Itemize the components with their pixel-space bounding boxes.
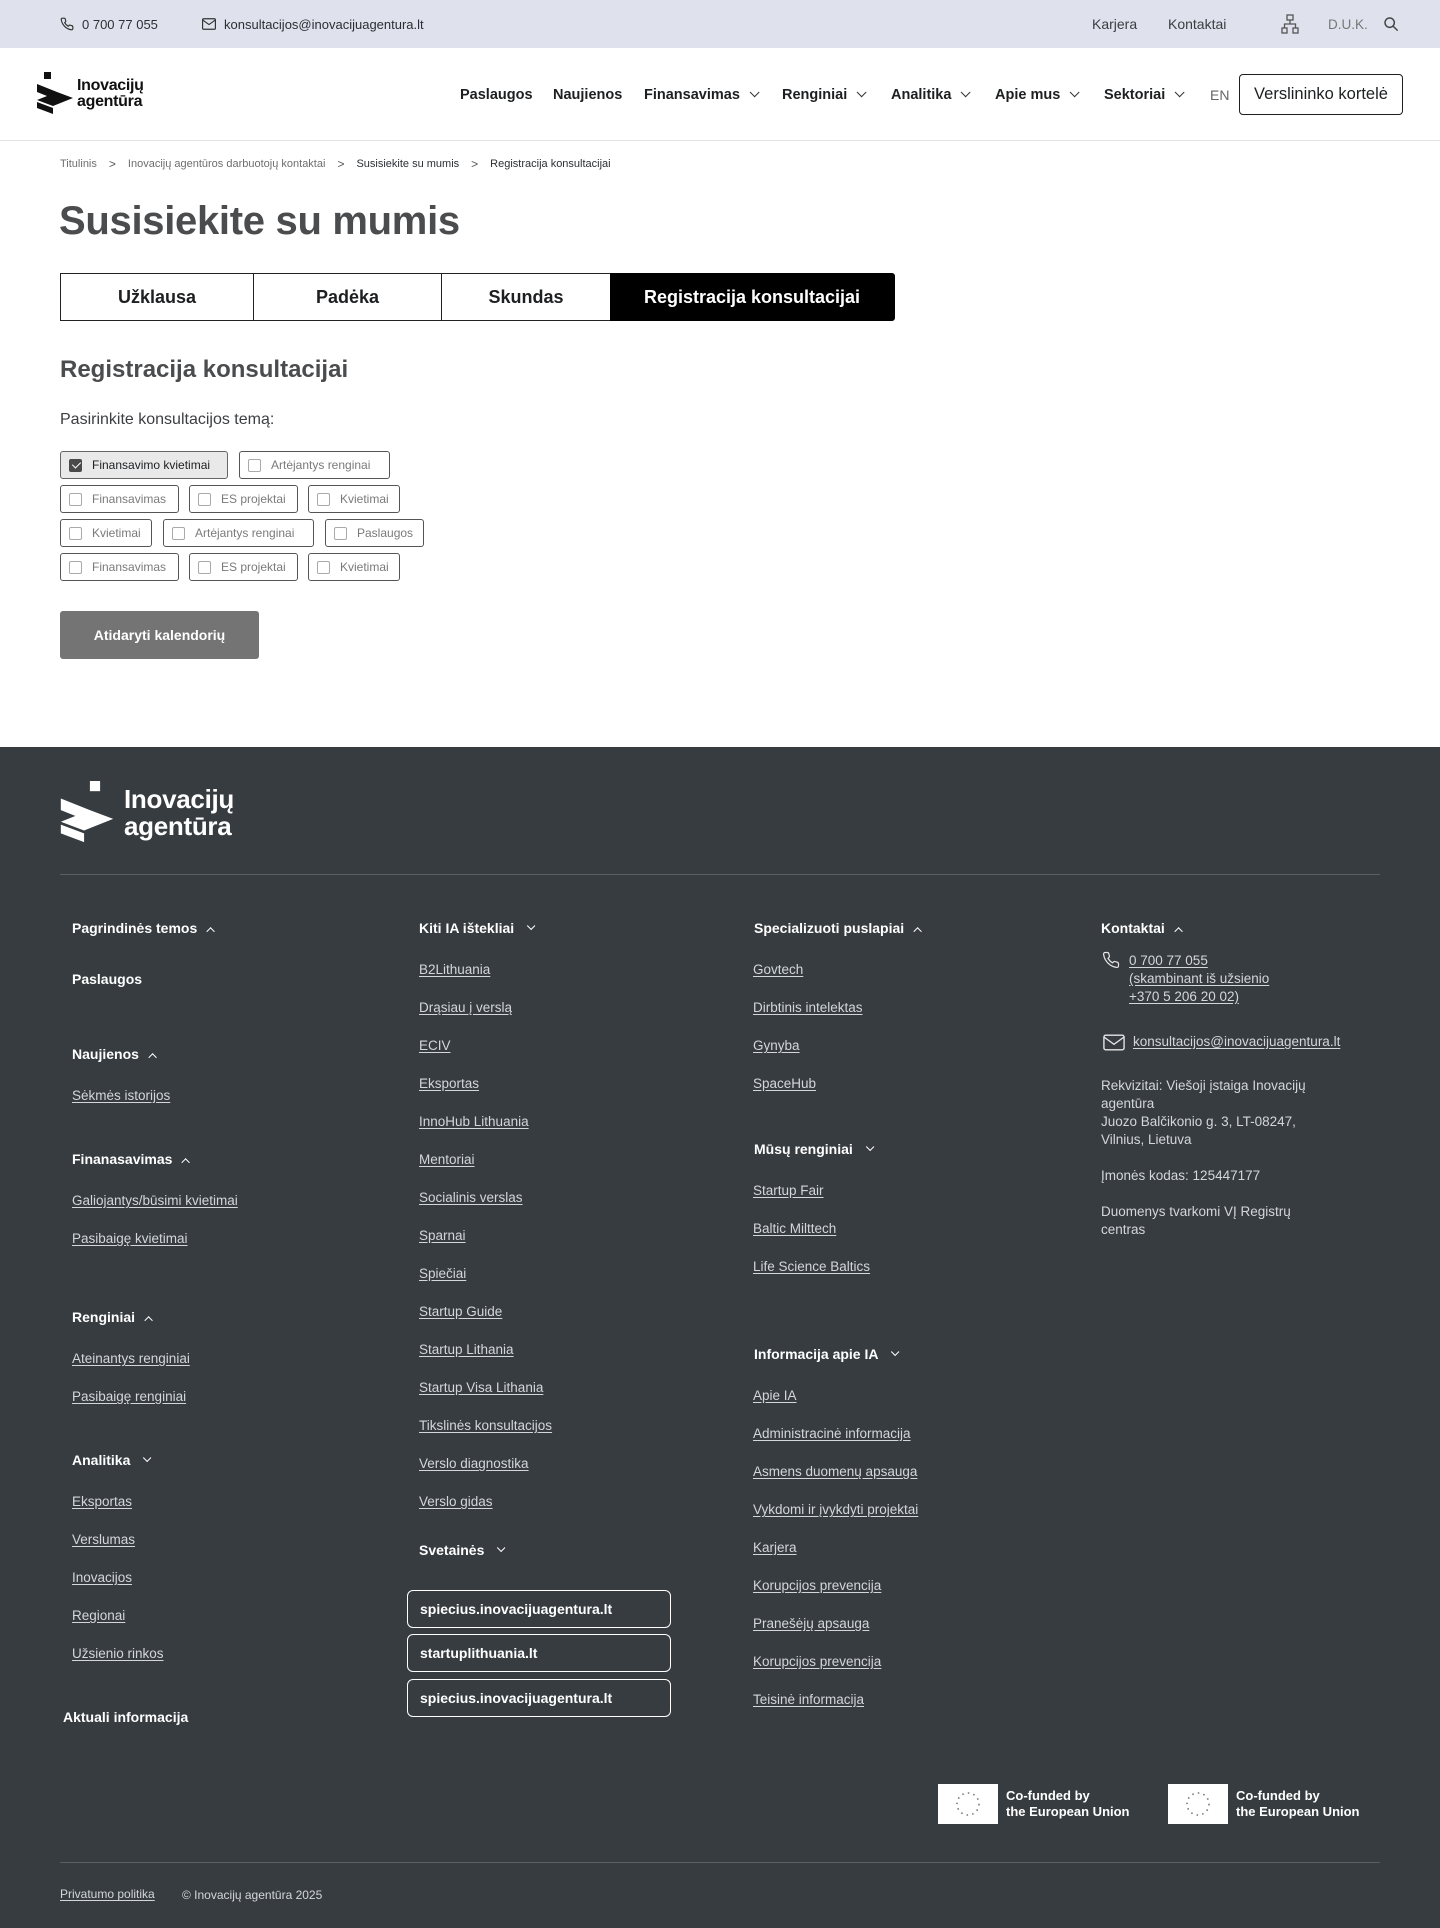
logo-mark-icon: [60, 781, 114, 845]
requisites-line: agentūra: [1101, 1096, 1155, 1111]
chevron-down-icon: [527, 922, 535, 930]
checkbox-icon: [317, 561, 330, 574]
business-card-button[interactable]: Verslininko kortelė: [1239, 74, 1403, 115]
nav-label: Apie mus: [995, 86, 1061, 103]
footer-link[interactable]: Startup Guide: [419, 1304, 503, 1319]
footer-link[interactable]: Administracinė informacija: [753, 1426, 911, 1441]
eu-flag-icon: [1168, 1784, 1228, 1824]
topic-checkbox[interactable]: [308, 553, 400, 581]
chevron-up-icon: [913, 927, 921, 935]
site-logo[interactable]: [37, 72, 144, 116]
eu-text-line: Co-funded by: [1006, 1788, 1090, 1803]
mail-icon: [202, 18, 216, 30]
footer-link[interactable]: Startup Fair: [753, 1183, 824, 1198]
footer-heading-specializuoti[interactable]: [754, 920, 922, 936]
footer-heading-text: Kiti IA ištekliai: [419, 920, 515, 936]
footer-heading-finansavimas[interactable]: [72, 1151, 190, 1167]
chevron-up-icon: [182, 1158, 190, 1166]
footer-link[interactable]: Verslo diagnostika: [419, 1456, 529, 1471]
footer-heading-text: Naujienos: [72, 1046, 139, 1062]
checkbox-icon: [69, 493, 82, 506]
eu-text-line: the European Union: [1006, 1804, 1130, 1819]
main-header: [0, 48, 1440, 141]
breadcrumb-item[interactable]: Titulinis: [60, 158, 97, 170]
footer-heading-text: Specializuoti puslapiai: [754, 920, 905, 936]
footer-heading-analitika[interactable]: [72, 1452, 148, 1468]
nav-label: Finansavimas: [644, 86, 740, 103]
footer-link[interactable]: Ateinantys renginiai: [72, 1351, 190, 1366]
nav-paslaugos[interactable]: [460, 48, 533, 141]
topic-checkbox[interactable]: [60, 519, 152, 547]
topic-checkbox[interactable]: [189, 553, 298, 581]
open-calendar-button[interactable]: Atidaryti kalendorių: [60, 611, 259, 659]
nav-label: Paslaugos: [460, 86, 533, 103]
footer-bottom-divider: [60, 1862, 1380, 1863]
footer-link[interactable]: Baltic Milttech: [753, 1221, 837, 1236]
footer-email-link[interactable]: konsultacijos@inovacijuagentura.lt: [1133, 1034, 1341, 1049]
site-link-button[interactable]: startuplithuania.lt: [407, 1634, 671, 1672]
footer-link[interactable]: Spiečiai: [419, 1266, 467, 1281]
topbar-link-karjera[interactable]: Karjera: [1092, 16, 1138, 32]
footer-link[interactable]: Verslumas: [72, 1532, 136, 1547]
sitemap-icon[interactable]: [1281, 0, 1307, 48]
topic-label-text: Finansavimas: [92, 492, 167, 506]
footer-link[interactable]: Apie IA: [753, 1388, 797, 1403]
footer-requisites: [1101, 1077, 1306, 1149]
footer-heading-text: Informacija apie IA: [754, 1346, 879, 1362]
eu-cofunded-badge: [1168, 1784, 1360, 1824]
logo-line1: Inovacijų: [124, 784, 234, 814]
footer-heading-pagrindines-temos[interactable]: [72, 920, 215, 936]
chevron-up-icon: [148, 1053, 156, 1061]
topic-checkbox[interactable]: [60, 485, 179, 513]
mail-icon: [1103, 1034, 1125, 1051]
topic-label-text: ES projektai: [221, 492, 286, 506]
chevron-up-icon: [207, 927, 215, 935]
footer-link[interactable]: Galiojantys/būsimi kvietimai: [72, 1193, 238, 1208]
tab-padeka[interactable]: Padėka: [253, 273, 443, 321]
registry-line: centras: [1101, 1222, 1146, 1237]
footer-heading-kontaktai[interactable]: [1101, 920, 1183, 936]
breadcrumb-separator: >: [337, 157, 345, 171]
footer-link[interactable]: Pasibaigę renginiai: [72, 1389, 187, 1404]
topic-label-text: Paslaugos: [357, 526, 414, 540]
phone-line: +370 5 206 20 02): [1129, 989, 1239, 1004]
footer-link[interactable]: Teisinė informacija: [753, 1692, 865, 1707]
requisites-line: Juozo Balčikonio g. 3, LT-08247,: [1101, 1114, 1296, 1129]
footer-link[interactable]: Korupcijos prevencija: [753, 1578, 882, 1593]
footer-phone-link[interactable]: [1129, 952, 1269, 1006]
breadcrumb-item[interactable]: Susisiekite su mumis: [356, 158, 460, 170]
nav-label: Naujienos: [553, 86, 623, 103]
topic-checkbox[interactable]: [60, 451, 228, 479]
phone-icon: [60, 17, 74, 31]
footer-link[interactable]: Life Science Baltics: [753, 1259, 871, 1274]
checkbox-icon: [69, 527, 82, 540]
tab-uzklausa[interactable]: Užklausa: [60, 273, 254, 321]
chevron-down-icon: [497, 1544, 505, 1552]
footer-link[interactable]: Sėkmės istorijos: [72, 1088, 171, 1103]
chevron-down-icon: [891, 1348, 899, 1356]
checkbox-icon: [69, 561, 82, 574]
chevron-up-icon: [144, 1316, 152, 1324]
footer-link[interactable]: Sparnai: [419, 1228, 466, 1243]
chevron-down-icon: [143, 1454, 151, 1462]
topic-label-text: Finansavimas: [92, 560, 167, 574]
breadcrumb-separator: >: [108, 157, 116, 171]
topic-label-text: Finansavimo kvietimai: [92, 458, 211, 472]
checkbox-icon: [198, 493, 211, 506]
topic-label-text: Artėjantys renginai: [195, 526, 295, 540]
privacy-policy-link[interactable]: Privatumo politika: [60, 1887, 155, 1901]
requisites-line: Rekvizitai: Viešoji įstaiga Inovacijų: [1101, 1078, 1306, 1093]
topic-label: Pasirinkite konsultacijos temą:: [60, 411, 275, 428]
footer-heading-naujienos[interactable]: [72, 1046, 157, 1062]
footer-heading-renginiai[interactable]: [72, 1309, 153, 1325]
chevron-down-icon: [857, 87, 867, 97]
footer-divider: [60, 874, 1380, 875]
phone-icon: [1102, 951, 1120, 969]
topic-label-text: Kvietimai: [340, 560, 389, 574]
eu-text-line: Co-funded by: [1236, 1788, 1320, 1803]
topic-checkbox[interactable]: [60, 553, 179, 581]
footer-link[interactable]: Mentoriai: [419, 1152, 475, 1167]
logo-line2: agentūra: [77, 93, 143, 110]
contact-tabs: [60, 273, 895, 321]
topbar-link-kontaktai[interactable]: Kontaktai: [1168, 16, 1227, 32]
copyright: © Inovacijų agentūra 2025: [182, 1888, 323, 1902]
chevron-down-icon: [961, 87, 971, 97]
chevron-down-icon: [866, 1143, 874, 1151]
topic-label-text: ES projektai: [221, 560, 286, 574]
topbar-email-text: konsultacijos@inovacijuagentura.lt: [224, 16, 424, 32]
nav-label: Analitika: [891, 86, 952, 103]
registry-line: Duomenys tvarkomi VĮ Registrų: [1101, 1204, 1291, 1219]
tab-registracija[interactable]: Registracija konsultacijai: [610, 273, 895, 321]
topic-label-text: Kvietimai: [340, 492, 389, 506]
footer-link[interactable]: Vykdomi ir įvykdyti projektai: [753, 1502, 919, 1517]
nav-renginiai[interactable]: [782, 48, 863, 141]
tab-skundas[interactable]: Skundas: [441, 273, 611, 321]
footer-logo[interactable]: [60, 781, 234, 845]
footer-heading-text: Renginiai: [72, 1309, 136, 1325]
footer-link-aktuali-informacija[interactable]: Aktuali informacija: [63, 1709, 189, 1725]
nav-label: Renginiai: [782, 86, 848, 103]
footer-link[interactable]: Socialinis verslas: [419, 1190, 523, 1205]
requisites-line: Vilnius, Lietuva: [1101, 1132, 1192, 1147]
topic-label-text: Artėjantys renginai: [271, 458, 371, 472]
site-link-button[interactable]: spiecius.inovacijuagentura.lt: [407, 1679, 671, 1717]
footer-link[interactable]: Startup Lithania: [419, 1342, 514, 1357]
chevron-up-icon: [1174, 927, 1182, 935]
footer-company-code: Įmonės kodas: 125447177: [1101, 1168, 1261, 1183]
footer-link[interactable]: Pranešėjų apsauga: [753, 1616, 870, 1631]
footer-link[interactable]: Startup Visa Lithania: [419, 1380, 544, 1395]
topbar-phone[interactable]: [60, 0, 158, 48]
footer-link[interactable]: Inovacijos: [72, 1570, 133, 1585]
footer-link[interactable]: Dirbtinis intelektas: [753, 1000, 863, 1015]
nav-sektoriai[interactable]: [1104, 48, 1181, 141]
footer-link[interactable]: Tikslinės konsultacijos: [419, 1418, 553, 1433]
phone-line: 0 700 77 055: [1129, 953, 1208, 968]
top-bar: [0, 0, 1440, 48]
footer: [0, 747, 1440, 1928]
search-icon[interactable]: [1383, 0, 1407, 48]
chevron-down-icon: [1175, 87, 1185, 97]
footer-link[interactable]: SpaceHub: [753, 1076, 817, 1091]
nav-apie-mus[interactable]: [995, 48, 1076, 141]
footer-link[interactable]: Drąsiau į verslą: [419, 1000, 513, 1015]
footer-link[interactable]: Pasibaigę kvietimai: [72, 1231, 188, 1246]
footer-heading-musu-renginiai[interactable]: [754, 1141, 871, 1157]
footer-heading-text: Mūsų renginiai: [754, 1141, 853, 1157]
form-title: Registracija konsultacijai: [60, 356, 349, 383]
eu-flag-icon: [938, 1784, 998, 1824]
topbar-duk[interactable]: D.U.K.: [1328, 16, 1368, 32]
language-switch[interactable]: EN: [1210, 86, 1230, 103]
checkbox-icon: [172, 527, 185, 540]
nav-naujienos[interactable]: [553, 48, 622, 141]
topic-checkbox[interactable]: [325, 519, 424, 547]
checkbox-icon: [69, 459, 82, 472]
footer-link[interactable]: Eksportas: [72, 1494, 133, 1509]
footer-link[interactable]: Eksportas: [419, 1076, 480, 1091]
phone-line: (skambinant iš užsienio: [1129, 971, 1270, 986]
topbar-phone-text: 0 700 77 055: [82, 16, 158, 32]
footer-link[interactable]: Korupcijos prevencija: [753, 1654, 882, 1669]
topic-label-text: Kvietimai: [92, 526, 141, 540]
footer-link[interactable]: Verslo gidas: [419, 1494, 493, 1509]
footer-link[interactable]: InnoHub Lithuania: [419, 1114, 529, 1129]
nav-label: Sektoriai: [1104, 86, 1166, 103]
chevron-down-icon: [750, 87, 760, 97]
breadcrumb-current: Registracija konsultacijai: [490, 158, 611, 170]
logo-text: [77, 78, 144, 110]
topic-checkbox[interactable]: [163, 519, 314, 547]
breadcrumb: [60, 157, 611, 171]
logo-mark-icon: [37, 72, 73, 116]
logo-line2: agentūra: [124, 811, 232, 841]
breadcrumb-item[interactable]: Inovacijų agentūros darbuotojų kontaktai: [127, 158, 326, 170]
logo-line1: Inovacijų: [77, 77, 144, 94]
page-title: Susisiekite su mumis: [59, 199, 460, 243]
site-link-button[interactable]: spiecius.inovacijuagentura.lt: [407, 1590, 671, 1628]
chevron-down-icon: [1070, 87, 1080, 97]
checkbox-icon: [317, 493, 330, 506]
checkbox-icon: [334, 527, 347, 540]
topic-checkbox[interactable]: [308, 485, 400, 513]
footer-link[interactable]: B2Lithuania: [419, 962, 491, 977]
breadcrumb-separator: >: [471, 157, 479, 171]
eu-cofunded-badge: [938, 1784, 1130, 1824]
footer-registry: [1101, 1203, 1291, 1239]
footer-link[interactable]: Asmens duomenų apsauga: [753, 1464, 918, 1479]
footer-link[interactable]: Govtech: [753, 962, 804, 977]
footer-heading-text: Svetainės: [419, 1542, 485, 1558]
footer-heading-kiti-istekliai[interactable]: [419, 920, 532, 936]
footer-heading-informacija-apie-ia[interactable]: [754, 1346, 896, 1362]
topic-checkbox[interactable]: [239, 451, 390, 479]
footer-link-paslaugos[interactable]: Paslaugos: [72, 971, 143, 987]
footer-heading-text: Finanasavimas: [72, 1151, 173, 1167]
nav-analitika[interactable]: [891, 48, 967, 141]
checkbox-icon: [198, 561, 211, 574]
topic-checkbox[interactable]: [189, 485, 298, 513]
footer-heading-svetaines[interactable]: [419, 1542, 502, 1558]
footer-heading-text: Analitika: [72, 1452, 131, 1468]
footer-heading-text: Kontaktai: [1101, 920, 1165, 936]
topbar-email[interactable]: [202, 0, 424, 48]
footer-link[interactable]: ECIV: [419, 1038, 451, 1053]
footer-link[interactable]: Karjera: [753, 1540, 797, 1555]
eu-text: [1236, 1788, 1360, 1820]
footer-link[interactable]: Gynyba: [753, 1038, 800, 1053]
eu-text-line: the European Union: [1236, 1804, 1360, 1819]
checkbox-icon: [248, 459, 261, 472]
footer-link[interactable]: Regionai: [72, 1608, 126, 1623]
footer-logo-text: [124, 786, 234, 840]
footer-heading-text: Pagrindinės temos: [72, 920, 198, 936]
nav-finansavimas[interactable]: [644, 48, 756, 141]
eu-text: [1006, 1788, 1130, 1820]
footer-link[interactable]: Užsienio rinkos: [72, 1646, 164, 1661]
